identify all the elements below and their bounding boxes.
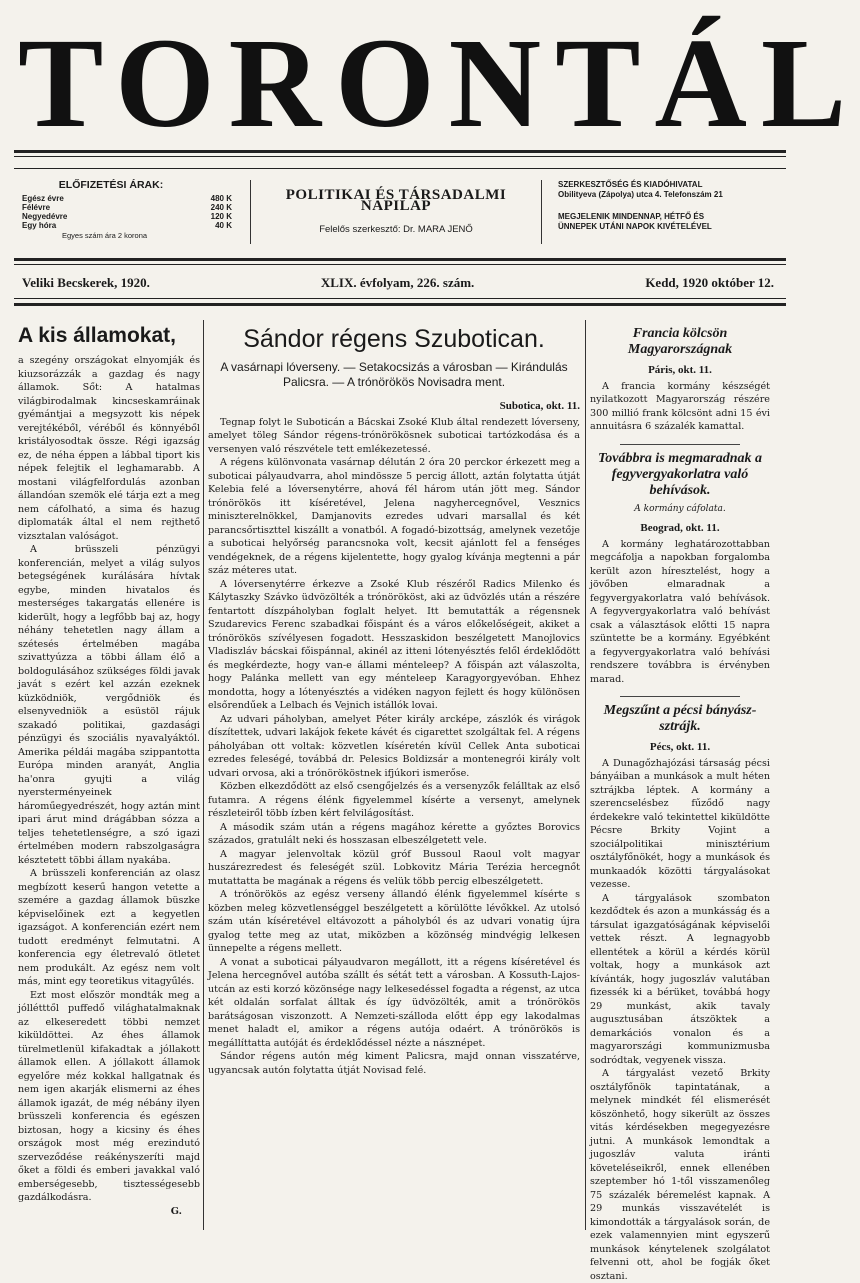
paragraph: A tárgyalást vezető Brkity osztályfőnök tapintatának, a melynek mindkét fél elismerését köszönhető, hogy sikerült az összes vitás kérdésekben megegyezésre jutni. A munkások lemondtak a jugoszláv valuta iránti követeléseikről, ennek ellenében szeptember hó 1-től visszamenőleg 75 százalék béremelést kapnak. A 29 munkás visszavételét is kimondották a tárgyalások során, de ezek valamennyien mint egyszerű munkások kénytelenek szolgálatot felvenni ott, ahol be fogják őket osztani.	[590, 1068, 770, 1282]
dateline-issue: XLIX. évfolyam, 226. szám.	[320, 275, 475, 290]
dateline-rule-bottom	[14, 303, 786, 306]
signature: G.	[170, 1205, 182, 1217]
office-info	[558, 180, 786, 248]
paragraph: A második szám után a régens magához kérette a győztes Borovics százados, gratulált neki és hosszasan elbeszélgetett vele.	[208, 821, 580, 846]
office-address: Obilityeva (Zápolya) utca 4. Telefonszám 21	[558, 190, 723, 199]
paragraph: Tegnap folyt le Suboticán a Bácskai Zsoké Klub által rendezett lóverseny, amelyet töleg Sándor régens-trónörökösnek suboticai tartózkodása és a versenyen való részvétele tett emlékezetessé.	[208, 416, 580, 455]
dateline-rule-top-thin	[14, 264, 786, 265]
paragraph: Közben elkezdődött az első csengőjelzés és a versenyzők felálltak az első futamra. A régens élénk figyelemmel kísérte a versenyt, amelynek részleteiről több ízben kért felvilágosítást.	[208, 781, 580, 819]
column-divider	[585, 320, 586, 1230]
right-column	[590, 320, 770, 1282]
price-row: Negyedévre 120 K	[22, 212, 232, 221]
masthead-rule-thin-2	[14, 168, 786, 169]
column-divider	[203, 320, 204, 1230]
publication-schedule-2: ÜNNEPEK UTÁNI NAPOK KIVÉTELÉVEL	[558, 222, 712, 231]
publication-schedule: MEGJELENIK MINDENNAP, HÉTFŐ ÉS	[558, 212, 705, 221]
masthead-rule	[14, 150, 786, 153]
paragraph: A magyar jelenvoltak közül gróf Bussoul Raoul volt magyar huszárezredest és feleségét szül. Lobkovitz Mária Terézia hercegnőt mutattatta be magának a régens és velük több percig elbeszélgetett.	[208, 848, 580, 887]
paragraph: A régens különvonata vasárnap délután 2 óra 20 perckor érkezett meg a suboticai pályaudvarra, ahol mindössze 5 percig állott, aztán folytatta útját Kelebia felé a lóversenytérre, ahová fél három után jött meg. Sándor trónörökös itt kíséretével, Jelena nagyhercegnővel, Vesznics miniszterelnökkel, Damjanovits ezredes udvari marsallal és két parancsőrtiszttel kiszállt a vonatból. A fogadó-bizottság, amelynek vezetője a suboticai helyőrség parancsnoka volt, kecsit ajánlott fel a fenséges vendégeknek, de a régens kijelentette, hogy gyalog kívánja megtenni a pár száz méteres utat.	[208, 457, 580, 576]
headline-french-loan: Francia kölcsön Magyarországnak	[627, 326, 733, 357]
paragraph: A francia kormány készségét nyilatkozott Magyarország részére 300 millió frank kölcsönt adni 15 évi annuitásra 6 százalék kamattal.	[590, 380, 770, 432]
masthead	[18, 12, 860, 154]
place-date: Beograd, okt. 11.	[640, 522, 720, 534]
dateline-rule-bottom-thin	[14, 298, 786, 299]
headline-military-exercise: Továbbra is megmaradnak a fegyvergyakorlatra való behívások.	[598, 450, 762, 498]
newspaper-title: TORONTÁL	[18, 12, 860, 154]
place-date: Páris, okt. 11.	[648, 364, 712, 376]
subscription-box	[22, 180, 240, 248]
price-row: Egész évre 480 K	[22, 194, 232, 203]
subscription-heading: ELŐFIZETÉSI ÁRAK:	[58, 179, 164, 191]
paragraph: A trónörökös az egész verseny állandó élénk figyelemmel kísérte s közben meleg közvetlenséggel beszélgetett a körülötte lévőkkel. Az utolsó szám után kíséretével eltávozott a páholyból és az udvari vonatig újra gyalog tette meg az utat, miközben a közönség mindvégig lelkesen ünnepelte a régens mellett.	[208, 889, 580, 954]
article-regent	[208, 320, 580, 1232]
article-separator	[620, 696, 740, 697]
masthead-rule-thin	[14, 156, 786, 157]
subheadline-denial: A kormány cáfolata.	[634, 503, 726, 514]
single-copy-price: Egyes szám ára 2 korona	[62, 231, 148, 240]
article-separator	[620, 444, 740, 445]
paragraph: A kormány leghatározottabban megcáfolja a napokban forgalomba került azon híresztelést, hogy a jövőben elmaradnak a fegyvergyakorlatra való behívások. A fegyvergyakorlatra való behívást csak a választások előtti 15 napra szüntette be a kormány. Egyébként a fegyvergyakorlatra való behívási rendszere továbbra is érvényben marad.	[590, 538, 770, 685]
paragraph: a szegény országokat elnyomják és kiuzsorázzák a gazdag és nagy államok. Sőt: A hatalmas világbirodalmak kincseskamráinak gyémántjai a megsyzott kis népek verejtékéből, véréből és könnyéből kristályosodtak össze. Régi igazság ez, de néha éppen a lábbal tiport kis népek felejtik el leghamarabb. A mostani világfelfordulás azonban állandóan szemök elé tárja ezt a meg nem cáfolható, a sima és hazug diplomaták által el nem rejthető vizsztalan valóságot.	[18, 355, 200, 542]
subheadline-regent: A vasárnapi lóverseny. — Setakocsizás a városban — Kirándulás Palicsra. — A trónörökös Novisadra ment.	[220, 360, 568, 389]
paragraph: Sándor régens autón még kiment Palicsra, majd onnan visszatérve, ugyancsak autón folytatta útját Novisad felé.	[208, 1051, 580, 1076]
paragraph: Az udvari páholyban, amelyet Péter király arcképe, zászlók és virágok díszítettek, udvari lakájok fekete kávét és cigarettet szolgáltak fel. A régens páholyában ott voltak: közvetlen kíséretén kívül Cellek Anta suboticai ezredes feleségé, továbbá dr. Pelesics Boldizsár a montenegrói király volt udvari orvosa, aki a trónörököstnek ifjúkori ismerőse.	[208, 713, 580, 779]
paragraph: A Dunagőzhajózási társaság pécsi bányáiban a munkások a mult héten sztrájkba léptek. A kormány a szerencselésbez fűződő nagy érdekekre való tekintettel kiküldötte Pécsre Brkity Vojint a szociálpolitikai minisztérium osztályfőnökét, hogy a munkások és munkaadók közötti tárgyalásokat vezesse.	[590, 757, 770, 890]
dateline	[22, 275, 774, 291]
paragraph: Ezt most először mondták meg a jóllétttől puffedő világhatalmaknak az elkeseredett többi nemzet kiküldöttei. Az éhes államok türelmetlenül kifakadtak a jóllakott államok ellen. A jóllakott államok egyelőre méz kokkal hallgatnak és nem igen akarják elismerni az éhes államok igazát, de még nébány ilyen brüsszeli konferencia és egészen biztosan, hogy a kicsiny és éhes országok most még erezindutó szerveződése reákényszeríti majd őket a földi és emberi javakkal való emberségesebb, tisztességesebb gazdálkodásra.	[18, 989, 200, 1203]
editor-line: Felelős szerkesztő: Dr. MARA JENŐ	[319, 224, 473, 235]
paragraph: A brüsszeli pénzügyi konferencián, melyet a világ sulyos betegségének kurálására hívtak egybe, minden hivatalos és mesterséges takargatás ellenére is kiderült, hogy a legfőbb baj az, hogy néhány tehetetlen nagy állam a szétesés értelmében magába szivattyúzza a többi állam élő a boldogulásához szükséges földi javak javát s ezért kel azzán ezeknek küzködniök, vergődniök és elsenyvedniök a esüstöl rájuk szakadó politikai, gazdasági pénzügyi és szociális nyavalyáktól. Amerika példái magába szippantotta Európa minden aranyát, Anglia ha'onra gyujti a világ nyersterményeinek hároműegyedrészét, hogy aztán mint ipari árut mind drágábban sózza a teljes tehetetlenségre, a szó igazi értelmében modern rabszolgaságra késztetett többi állam nyakába.	[18, 544, 200, 866]
place-date: Subotica, okt. 11.	[499, 400, 580, 412]
headline-small-states: A kis államokat,	[18, 324, 176, 347]
price-row: Félévre 240 K	[22, 203, 232, 212]
office-heading: SZERKESZTŐSÉG ÉS KIADÓHIVATAL	[558, 180, 703, 189]
dateline-city: Veliki Becskerek, 1920.	[22, 275, 150, 290]
paragraph: A brüsszeli konferencián az olasz megbízott keserű hangon vetette a szemére a gazdag államok büszke képviselőinek ezt a kegyetlen igazságot. A konferencián ezért nem tudott eredményt felmutatni. A konferencia egy életrevaló ötletet nem produkált. Az egész nem volt más, mint egy teoretikus vitagyűlés.	[18, 868, 200, 987]
headline-regent: Sándor régens Szubotican.	[243, 325, 545, 353]
headline-miners-strike: Megszűnt a pécsi bányász-sztrájk.	[603, 703, 757, 734]
paper-subtitle-box	[250, 180, 542, 244]
article-small-states	[18, 320, 200, 1232]
paragraph: A tárgyalások szombaton kezdődtek és azon a munkásság és a társulat igazgatóságának képviselői vettek részt. A legnagyobb ellentétek a körül a kérdés körül voltak, hogy a munkások azt kívánták, hogy jugoszláv valutában fizessék ki a bérüket, továbbá hogy 29 munkást, akik tavaly augusztusában átszöktek a demarkációs vonalon és a magyarországi kommunizmusba sodródtak, vegyenek vissza.	[590, 892, 770, 1066]
paragraph: A vonat a suboticai pályaudvaron megállott, itt a régens kíséretével és Jelena hercegnővel autóba szállt és sétát tett a városban. A Kossuth-Lajos-utcán az esti korzó közönsége nagy lelkesedéssel fogadta a régenst, az utca két oldalán sorfalat álltak és így üdvözölték, amit a trónörökös barátságosan viszonzott. A Nemzeti-szálloda előtt épp egy lakodalmas menet haladt el, amikor a régens autója odaért. A trónörökös is megállíttatta autóját és érdeklődéssel nézte a násznépet.	[208, 956, 580, 1049]
paper-subtitle: POLITIKAI ÉS TÁRSADALMI NAPILAP	[285, 187, 507, 214]
paragraph: A lóversenytérre érkezve a Zsoké Klub részéről Radics Milenko és Kálytaszky Szávko üdvözölték a trónörököst, aki az üdvözlés után a részére fentartott díszpáholyban foglalt helyet. Itt bemutatták a régensnek Szudarevics Ferenc szabadkai főispánt és a város előkelőségeit, akiket a trónörökös szívélyesen fogadott. Hesszaskidon beszélgetett Manojlovics Vladiszláv bácskai főispánnal, akinél az itteni lótenyésztés felől érdeklődött és megkérdezte, hogy van-e állami ménteleep? A főispán azt válaszolta, hogy Palánka mellett van egy ménteleep Karagyorgyevóban. Ehhez mondotta, hogy a lótenyésztés a vidéken nagyon fejlett és hogy különösen elsőrendűek a Lelbach és Vejnich istállók lovai.	[208, 578, 580, 711]
dateline-date: Kedd, 1920 október 12.	[645, 275, 774, 290]
dateline-rule-top	[14, 258, 786, 261]
price-row: Egy hóra 40 K	[22, 221, 232, 230]
place-date: Pécs, okt. 11.	[649, 741, 711, 753]
